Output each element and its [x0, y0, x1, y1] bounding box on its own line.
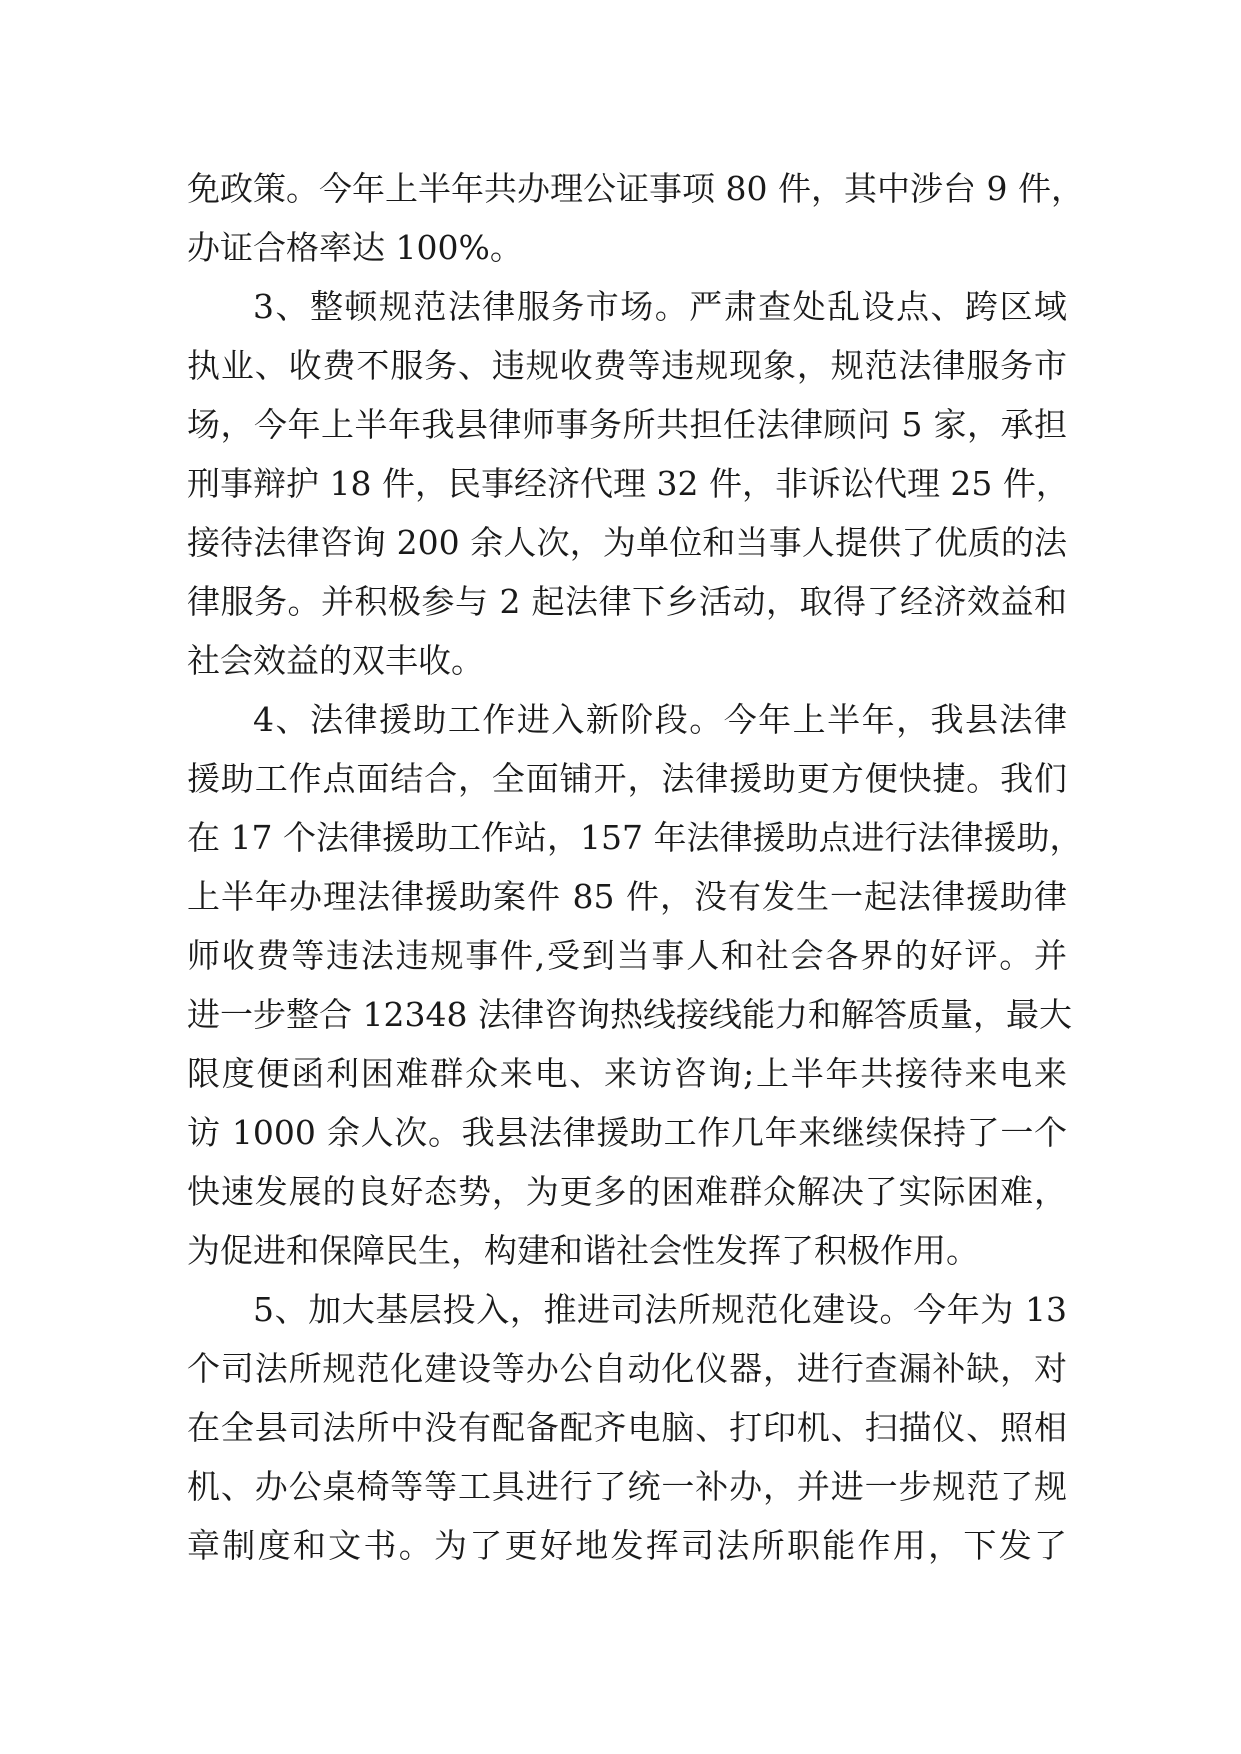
text-line: 免政策。今年上半年共办理公证事项 80 件，其中涉台 9 件，	[187, 169, 1084, 208]
text-line: 机、办公桌椅等等工具进行了统一补办，并进一步规范了规	[187, 1467, 1067, 1506]
text-line: 进一步整合 12348 法律咨询热线接线能力和解答质量，最大	[187, 995, 1072, 1034]
text-line: 为促进和保障民生，构建和谐社会性发挥了积极作用。	[187, 1231, 979, 1270]
text-line: 4、法律援助工作进入新阶段。今年上半年，我县法律	[253, 700, 1067, 739]
text-line: 接待法律咨询 200 余人次，为单位和当事人提供了优质的法	[187, 523, 1067, 562]
text-line: 师收费等违法违规事件,受到当事人和社会各界的好评。并	[187, 936, 1067, 975]
text-line: 5、加大基层投入，推进司法所规范化建设。今年为 13	[253, 1290, 1067, 1329]
text-line: 3、整顿规范法律服务市场。严肃查处乱设点、跨区域	[253, 287, 1067, 326]
text-line: 章制度和文书。为了更好地发挥司法所职能作用，下发了	[187, 1526, 1067, 1565]
text-line: 办证合格率达 100%。	[187, 228, 523, 267]
text-line: 快速发展的良好态势，为更多的困难群众解决了实际困难，	[187, 1172, 1067, 1211]
text-line: 访 1000 余人次。我县法律援助工作几年来继续保持了一个	[187, 1113, 1067, 1152]
text-line: 社会效益的双丰收。	[187, 641, 484, 680]
text-line: 执业、收费不服务、违规收费等违规现象，规范法律服务市	[187, 346, 1067, 385]
text-line: 律服务。并积极参与 2 起法律下乡活动，取得了经济效益和	[187, 582, 1067, 621]
text-line: 上半年办理法律援助案件 85 件，没有发生一起法律援助律	[187, 877, 1067, 916]
text-line: 在 17 个法律援助工作站，157 年法律援助点进行法律援助，	[187, 818, 1083, 857]
text-line: 限度便函利困难群众来电、来访咨询;上半年共接待来电来	[187, 1054, 1067, 1093]
text-line: 场，今年上半年我县律师事务所共担任法律顾问 5 家，承担	[187, 405, 1067, 444]
text-line: 援助工作点面结合，全面铺开，法律援助更方便快捷。我们	[187, 759, 1067, 798]
document-body-text	[187, 159, 1084, 1575]
text-line: 个司法所规范化建设等办公自动化仪器，进行查漏补缺，对	[187, 1349, 1067, 1388]
text-line: 在全县司法所中没有配备配齐电脑、打印机、扫描仪、照相	[187, 1408, 1067, 1447]
text-line: 刑事辩护 18 件，民事经济代理 32 件，非诉讼代理 25 件，	[187, 464, 1069, 503]
